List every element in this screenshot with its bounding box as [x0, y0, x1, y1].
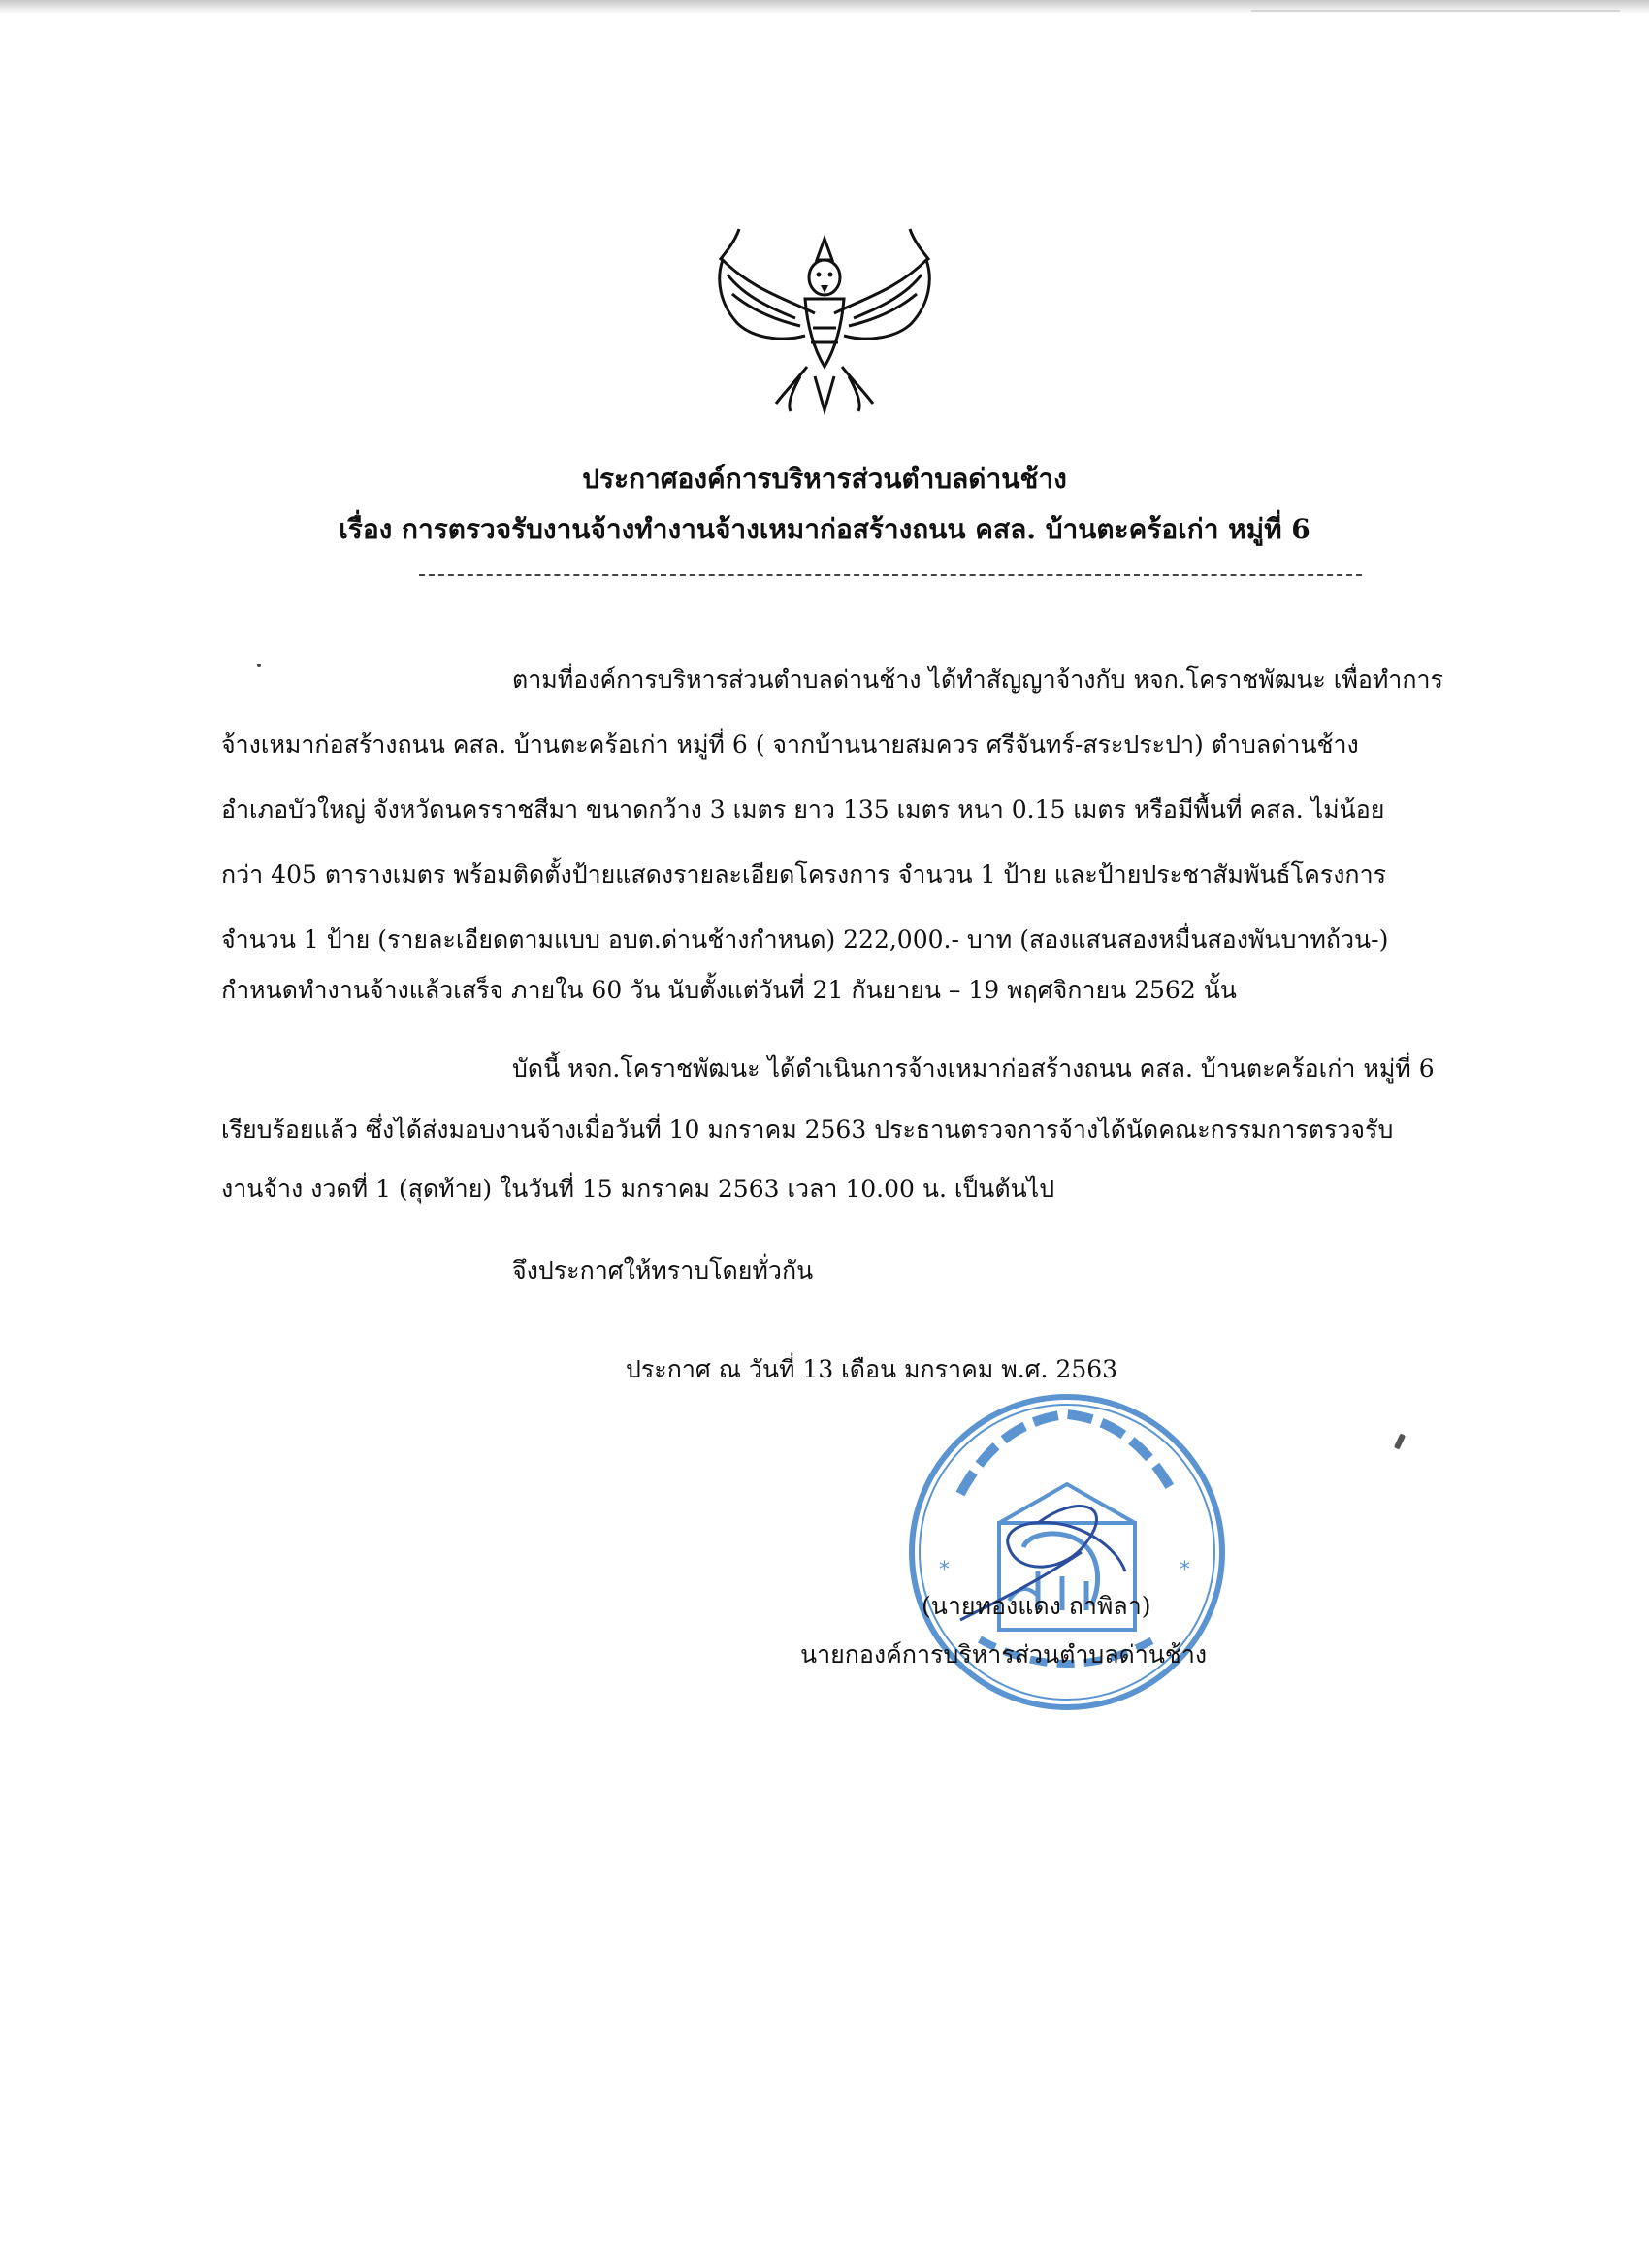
scan-speck	[257, 664, 261, 667]
garuda-emblem	[698, 221, 951, 415]
paragraph2-line2: เรียบร้อยแล้ว ซึ่งได้ส่งมอบงานจ้างเมื่อวันที่ 10 มกราคม 2563 ประธานตรวจการจ้างได้นัดคณะกรรมการตรวจรับ	[221, 1116, 1394, 1144]
closing-line: จึงประกาศให้ทราบโดยทั่วกัน	[512, 1256, 814, 1284]
paragraph2-line3: งานจ้าง งวดที่ 1 (สุดท้าย) ในวันที่ 15 มกราคม 2563 เวลา 10.00 น. เป็นต้นไป	[221, 1175, 1055, 1203]
scan-line	[1251, 10, 1620, 12]
svg-text:*: *	[1180, 1558, 1190, 1582]
announcement-date: ประกาศ ณ วันที่ 13 เดือน มกราคม พ.ศ. 2563	[626, 1355, 1118, 1383]
pen-mark	[1394, 1433, 1406, 1449]
paragraph1-line6: กำหนดทำงานจ้างแล้วเสร็จ ภายใน 60 วัน นับตั้งแต่วันที่ 21 กันยายน – 19 พฤศจิกายน 2562 นั้น	[221, 976, 1237, 1004]
paragraph1-line5: จำนวน 1 ป้าย (รายละเอียดตามแบบ อบต.ด่านช้างกำหนด) 222,000.- บาท (สองแสนสองหมื่นสองพันบาทถ้วน-)	[221, 925, 1389, 954]
signer-position: นายกองค์การบริหารส่วนตำบลด่านช้าง	[800, 1640, 1208, 1669]
svg-text:*: *	[939, 1558, 950, 1582]
paragraph1-line1: ตามที่องค์การบริหารส่วนตำบลด่านช้าง ได้ทำสัญญาจ้างกับ หจก.โคราชพัฒนะ เพื่อทำการ	[512, 665, 1443, 694]
paragraph2-line1: บัดนี้ หจก.โคราชพัฒนะ ได้ดำเนินการจ้างเหมาก่อสร้างถนน คสล. บ้านตะคร้อเก่า หมู่ที่ 6	[512, 1054, 1435, 1083]
official-stamp	[892, 1377, 1242, 1727]
notice-subject: เรื่อง การตรวจรับงานจ้างทำงานจ้างเหมาก่อสร้างถนน คสล. บ้านตะคร้อเก่า หมู่ที่ 6	[339, 513, 1310, 545]
paragraph1-line2: จ้างเหมาก่อสร้างถนน คสล. บ้านตะคร้อเก่า หมู่ที่ 6 ( จากบ้านนายสมควร ศรีจันทร์-สระประปา) ตำบลด่านช้าง	[221, 730, 1359, 759]
signer-name: (นายทองแดง ถาพิลา)	[922, 1592, 1151, 1620]
paragraph1-line3: อำเภอบัวใหญ่ จังหวัดนครราชสีมา ขนาดกว้าง 3 เมตร ยาว 135 เมตร หนา 0.15 เมตร หรือมีพื้นที่ คสล. ไม่น้อย	[221, 795, 1385, 824]
paragraph1-line4: กว่า 405 ตารางเมตร พร้อมติดตั้งป้ายแสดงรายละเอียดโครงการ จำนวน 1 ป้าย และป้ายประชาสัมพันธ์โครงการ	[221, 860, 1387, 889]
title-divider	[419, 574, 1362, 576]
notice-title: ประกาศองค์การบริหารส่วนตำบลด่านช้าง	[582, 463, 1067, 495]
